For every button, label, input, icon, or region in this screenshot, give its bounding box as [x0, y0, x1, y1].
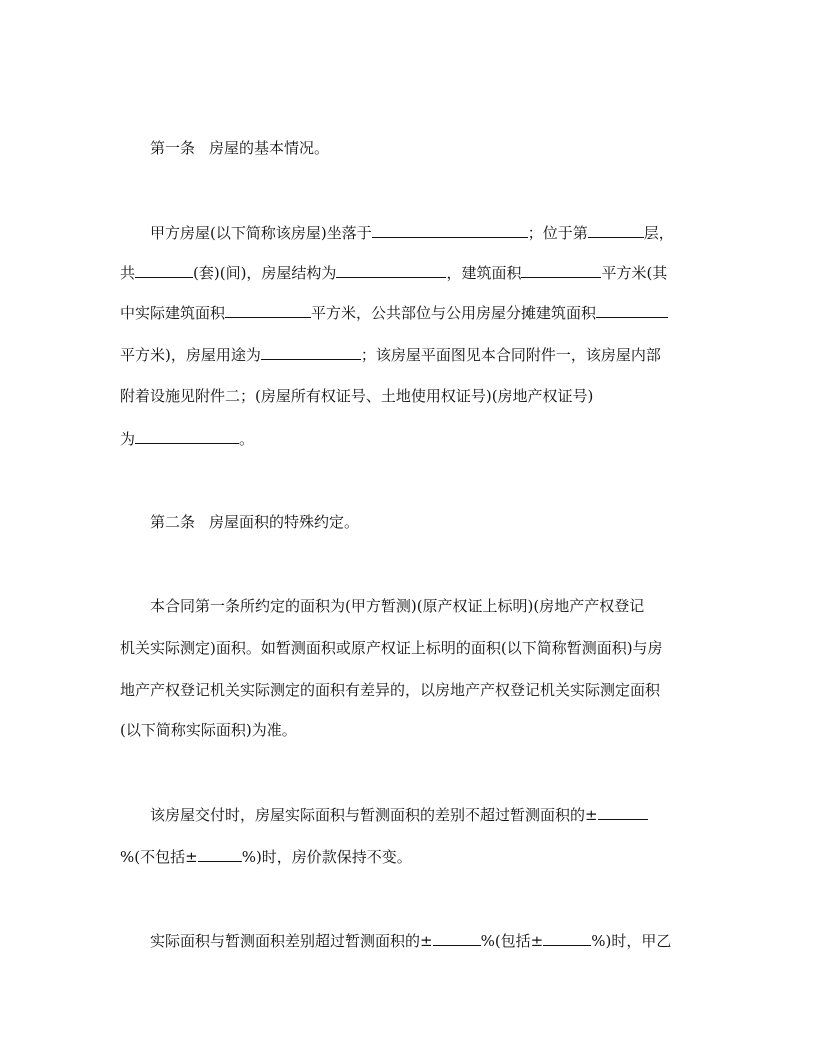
article-2-heading	[150, 512, 700, 532]
article-1-heading	[150, 138, 700, 158]
text-segment: 共	[120, 264, 136, 282]
text-segment: 甲方房屋(以下简称该房屋)坐落于	[150, 224, 372, 242]
text-segment: %(包括±	[480, 932, 544, 950]
excess-tolerance-blank[interactable]	[433, 930, 481, 946]
shared-area-blank[interactable]	[596, 302, 668, 318]
text-segment: %(不包括±	[120, 848, 198, 866]
article-1-title: 房屋的基本情况。	[209, 139, 330, 157]
article-2-title: 房屋面积的特殊约定。	[209, 513, 360, 531]
total-floors-blank[interactable]	[135, 262, 193, 278]
article-2-para-2-line-1	[150, 804, 700, 825]
article-1-line-6	[120, 428, 700, 449]
article-1-line-3	[120, 302, 700, 323]
tolerance-exclusive-blank[interactable]	[198, 846, 242, 862]
text-segment: (套)(间)，房屋结构为	[193, 264, 337, 282]
structure-blank[interactable]	[336, 262, 446, 278]
article-1-number: 第一条	[150, 139, 196, 157]
article-1-line-5: 附着设施见附件二；(房屋所有权证号、土地使用权证号)(房地产权证号)	[120, 387, 594, 405]
text-segment: ，建筑面积	[446, 264, 522, 282]
tolerance-blank[interactable]	[598, 804, 648, 820]
article-1-line-4	[120, 344, 700, 365]
article-2-para-3-line-1	[150, 930, 700, 951]
article-1-line-2	[120, 262, 700, 283]
text-segment: 为	[120, 430, 136, 448]
text-segment: 平方米(其	[601, 264, 668, 282]
text-segment: %)时，房价款保持不变。	[241, 848, 412, 866]
article-2-number: 第二条	[150, 513, 196, 531]
actual-area-blank[interactable]	[225, 302, 311, 318]
floor-blank[interactable]	[588, 222, 644, 238]
article-2-para-1-line-4: (以下简称实际面积)为准。	[120, 721, 297, 739]
article-2-para-1-line-3: 地产产权登记机关实际测定的面积有差异的，以房地产产权登记机关实际测定面积	[120, 681, 661, 699]
article-2-para-2-line-2	[120, 846, 700, 867]
usage-blank[interactable]	[261, 344, 361, 360]
article-2-para-1-line-1: 本合同第一条所约定的面积为(甲方暂测)(原产权证上标明)(房地产产权登记	[150, 597, 645, 615]
text-segment: 层，	[643, 224, 674, 242]
article-1-line-1	[150, 222, 700, 243]
text-segment: 中实际建筑面积	[120, 304, 226, 322]
excess-tolerance-inclusive-blank[interactable]	[543, 930, 591, 946]
text-segment: 实际面积与暂测面积差别超过暂测面积的±	[150, 932, 433, 950]
text-segment: ；该房屋平面图见本合同附件一，该房屋内部	[360, 346, 661, 364]
text-segment: 平方米，公共部位与公用房屋分摊建筑面积	[311, 304, 597, 322]
building-area-blank[interactable]	[521, 262, 601, 278]
certificate-number-blank[interactable]	[135, 428, 239, 444]
text-segment: 。	[239, 430, 255, 448]
text-segment: 该房屋交付时，房屋实际面积与暂测面积的差别不超过暂测面积的±	[150, 806, 598, 824]
text-segment: 平方米)，房屋用途为	[120, 346, 261, 364]
location-blank[interactable]	[372, 222, 528, 238]
article-2-para-1-line-2: 机关实际测定)面积。如暂测面积或原产权证上标明的面积(以下简称暂测面积)与房	[120, 639, 663, 657]
text-segment: %)时，甲乙	[591, 932, 672, 950]
text-segment: ；位于第	[527, 224, 588, 242]
